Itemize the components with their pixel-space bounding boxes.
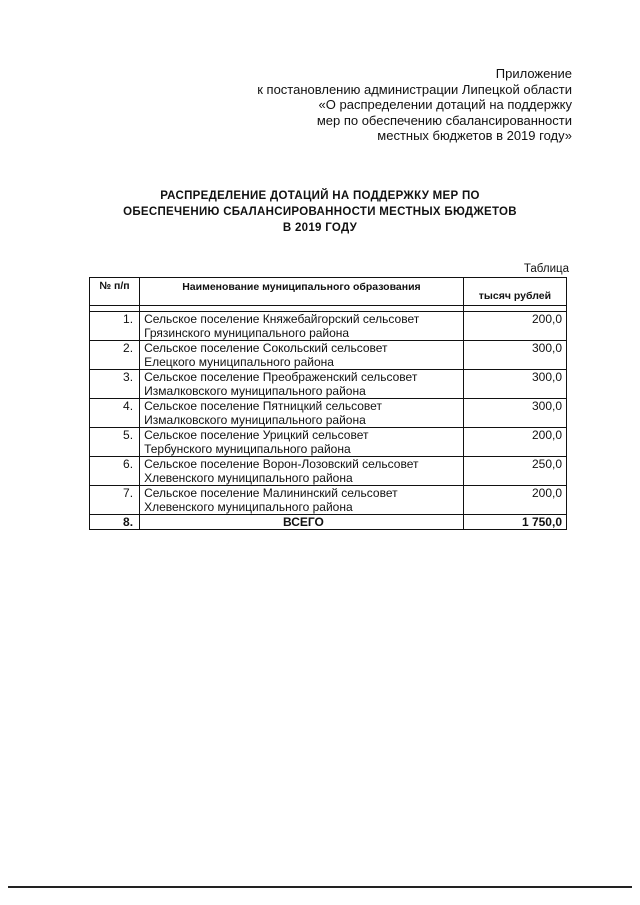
appendix-line: к постановлению администрации Липецкой области	[257, 81, 572, 97]
table-row	[90, 370, 567, 399]
row-name	[140, 341, 464, 370]
title-line: В 2019 ГОДУ	[282, 222, 358, 234]
header-name: Наименование муниципального образования	[140, 278, 464, 306]
name-line: Измалковского муниципального района	[144, 384, 366, 398]
row-value: 200,0	[463, 428, 566, 457]
name-line: Хлевенского муниципального района	[144, 471, 353, 485]
total-row	[90, 515, 567, 530]
table-row	[90, 428, 567, 457]
row-name	[140, 486, 464, 515]
header-num: № п/п	[90, 278, 140, 306]
total-num: 8.	[90, 515, 140, 530]
row-name	[140, 399, 464, 428]
row-name	[140, 312, 464, 341]
title-line: ОБЕСПЕЧЕНИЮ СБАЛАНСИРОВАННОСТИ МЕСТНЫХ БЮДЖЕТОВ	[123, 206, 517, 218]
row-name	[140, 428, 464, 457]
document-title	[0, 188, 640, 236]
name-line: Сельское поселение Пятницкий сельсовет	[144, 399, 382, 413]
appendix-line: местных бюджетов в 2019 году»	[377, 128, 572, 143]
row-value: 200,0	[463, 486, 566, 515]
name-line: Грязинского муниципального района	[144, 326, 350, 340]
row-value: 300,0	[463, 341, 566, 370]
table-row	[90, 341, 567, 370]
row-name	[140, 370, 464, 399]
table-row	[90, 457, 567, 486]
appendix-line: Приложение	[495, 66, 572, 81]
title-line: РАСПРЕДЕЛЕНИЕ ДОТАЦИЙ НА ПОДДЕРЖКУ МЕР ПО	[160, 190, 480, 202]
name-line: Сельское поселение Малининский сельсовет	[144, 486, 398, 500]
row-value: 200,0	[463, 312, 566, 341]
row-value: 300,0	[463, 370, 566, 399]
name-line: Измалковского муниципального района	[144, 413, 366, 427]
row-num: 5.	[90, 428, 140, 457]
name-line: Тербунского муниципального района	[144, 442, 351, 456]
table-row	[90, 399, 567, 428]
name-line: Сельское поселение Ворон-Лозовский сельсовет	[144, 457, 419, 471]
row-num: 1.	[90, 312, 140, 341]
name-line: Хлевенского муниципального района	[144, 500, 353, 514]
row-num: 2.	[90, 341, 140, 370]
table-row	[90, 486, 567, 515]
total-label: ВСЕГО	[140, 515, 464, 530]
appendix-line: «О распределении дотаций на поддержку	[318, 97, 572, 112]
page-bottom-border	[8, 886, 632, 888]
appendix-line: мер по обеспечению сбалансированности	[316, 112, 572, 128]
row-value: 300,0	[463, 399, 566, 428]
row-num: 6.	[90, 457, 140, 486]
row-num: 3.	[90, 370, 140, 399]
table-row	[90, 312, 567, 341]
row-num: 4.	[90, 399, 140, 428]
total-value: 1 750,0	[463, 515, 566, 530]
subsidy-table	[89, 277, 567, 530]
table-header-row	[90, 278, 567, 306]
header-value: тысяч рублей	[463, 278, 566, 306]
appendix-header	[232, 66, 572, 144]
name-line: Сельское поселение Княжебайгорский сельсовет	[144, 312, 420, 326]
table-caption: Таблица	[523, 263, 569, 275]
name-line: Сельское поселение Урицкий сельсовет	[144, 428, 369, 442]
row-name	[140, 457, 464, 486]
row-num: 7.	[90, 486, 140, 515]
row-value: 250,0	[463, 457, 566, 486]
name-line: Сельское поселение Преображенский сельсовет	[144, 370, 418, 384]
name-line: Сельское поселение Сокольский сельсовет	[144, 341, 388, 355]
name-line: Елецкого муниципального района	[144, 355, 334, 369]
